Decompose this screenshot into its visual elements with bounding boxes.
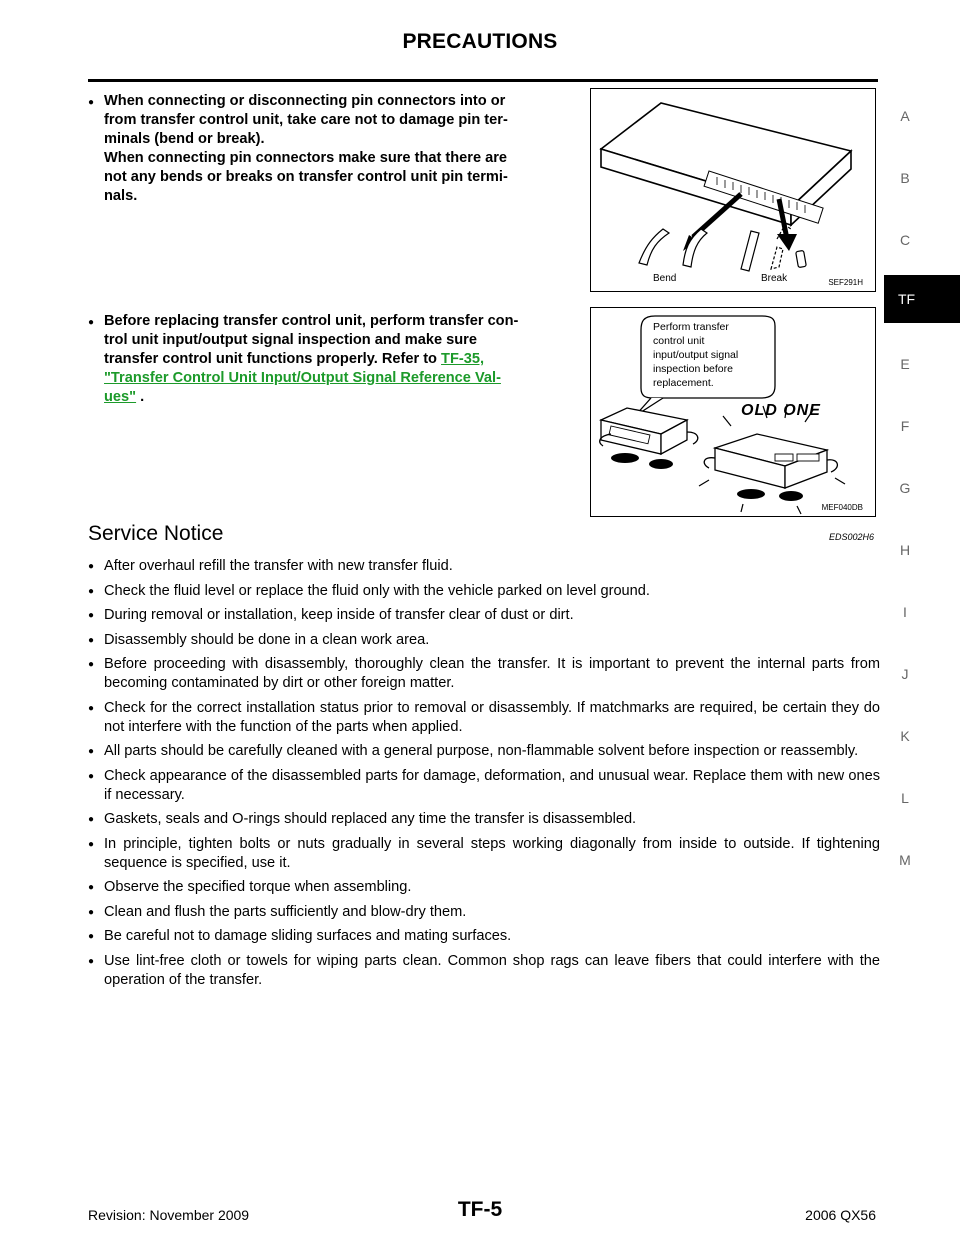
page-number: TF-5 [457, 1198, 503, 1221]
list-item-text: During removal or installation, keep inside of transfer clear of dust or dirt. [104, 607, 574, 623]
index-letter[interactable]: H [899, 542, 911, 558]
figure-label-old-one: OLD ONE [741, 402, 821, 419]
list-item [88, 655, 880, 693]
index-letter[interactable]: J [901, 666, 909, 682]
text-line: Before replacing transfer control unit, perform transfer con- [104, 313, 519, 329]
list-item-text: All parts should be carefully cleaned with a general purpose, non-flammable solvent before inspection or reassembly. [104, 743, 859, 759]
connector-illustration [591, 89, 874, 290]
figure-connector-pins [590, 88, 876, 292]
section-index [884, 0, 960, 1242]
index-letter[interactable]: M [899, 852, 911, 868]
text-line [104, 388, 580, 407]
bullet-icon: ● [88, 955, 95, 967]
list-item [88, 835, 880, 873]
index-letter[interactable]: E [900, 356, 910, 372]
list-item-text: After overhaul refill the transfer with new transfer fluid. [104, 558, 453, 574]
speech-bubble [653, 320, 738, 390]
bullet-icon: ● [88, 838, 95, 850]
section-title: Service Notice [88, 522, 224, 545]
reference-link[interactable]: "Transfer Control Unit Input/Output Signal Reference Val- [104, 370, 501, 386]
list-item [88, 767, 880, 805]
bubble-line: Perform transfer [653, 321, 729, 333]
index-letter[interactable]: I [903, 604, 907, 620]
bubble-line: inspection before [653, 363, 733, 375]
bullet-icon: ● [88, 610, 95, 621]
index-active-tf[interactable]: TF [884, 275, 960, 323]
text-line [104, 369, 580, 388]
text-line: nals. [104, 188, 138, 204]
bullet-icon: ● [88, 746, 95, 757]
list-item [88, 606, 880, 625]
bullet-icon: ● [88, 931, 95, 942]
list-item [88, 742, 880, 761]
precaution-connector [104, 92, 580, 206]
list-item-text: Check for the correct installation status prior to removal or disassembly. If matchmarks are required, be certain they do not interfere with the function of the parts when applied. [104, 699, 880, 735]
list-item-text: Be careful not to damage sliding surfaces and mating surfaces. [104, 928, 512, 944]
text-line: When connecting pin connectors make sure that there are [104, 150, 508, 166]
figure-label-break: Break [761, 273, 788, 284]
text-line: minals (bend or break). [104, 131, 265, 147]
bullet-icon: ● [88, 585, 95, 597]
list-item [88, 903, 880, 922]
index-letter[interactable]: G [899, 480, 911, 496]
list-item-text: Before proceeding with disassembly, thoroughly clean the transfer. It is important to prevent the internal parts from becoming contaminated by dirt or other foreign matter. [104, 656, 880, 691]
list-item-text: In principle, tighten bolts or nuts gradually in several steps working diagonally from inside to outside. If tightening sequence is specified, use it. [104, 835, 880, 871]
text-fragment: . [136, 389, 145, 405]
list-item [88, 810, 880, 829]
bubble-line: replacement. [653, 377, 714, 389]
bullet-icon: ● [88, 882, 95, 893]
list-item-text: Clean and flush the parts sufficiently and blow-dry them. [104, 903, 467, 920]
footer-revision: Revision: November 2009 [88, 1207, 250, 1223]
text-line: When connecting or disconnecting pin connectors into or [104, 93, 506, 109]
page-title: PRECAUTIONS [402, 30, 558, 53]
index-letter[interactable]: A [900, 108, 910, 124]
index-letter[interactable]: F [900, 418, 910, 434]
precaution-replacement [104, 312, 580, 407]
bullet-icon: ● [88, 97, 95, 108]
figure-replacement [590, 307, 876, 517]
section-code: EDS002H6 [828, 532, 874, 542]
reference-link[interactable]: ues" [104, 389, 137, 405]
text-line: from transfer control unit, take care not to damage pin ter- [104, 112, 508, 128]
bullet-icon: ● [88, 561, 95, 572]
text-line: trol unit input/output signal inspection and make sure [104, 332, 477, 348]
bubble-line: control unit [653, 335, 705, 347]
list-item-text: Gaskets, seals and O-rings should replaced any time the transfer is disassembled. [104, 811, 637, 827]
text-line: not any bends or breaks on transfer control unit pin termi- [104, 169, 508, 185]
list-item-text: Disassembly should be done in a clean work area. [104, 631, 430, 648]
list-item [88, 699, 880, 737]
list-item [88, 952, 880, 990]
bullet-icon: ● [88, 906, 95, 918]
bullet-icon: ● [88, 814, 95, 825]
list-item-text: Check the fluid level or replace the fluid only with the vehicle parked on level ground. [104, 582, 650, 599]
list-item-text: Use lint-free cloth or towels for wiping parts clean. Common shop rags can leave fibers that could interfere with the operation of the transfer. [104, 952, 880, 988]
bullet-icon: ● [88, 702, 95, 714]
bullet-icon: ● [88, 317, 95, 328]
figure-code: MEF040DB [821, 503, 863, 512]
header-divider [88, 79, 878, 82]
reference-link[interactable]: TF-35, [441, 351, 485, 367]
list-item [88, 631, 880, 650]
text-fragment: transfer control unit functions properly. Refer to [104, 351, 442, 367]
service-notice-list [88, 557, 880, 995]
footer-model: 2006 QX56 [805, 1207, 876, 1223]
bullet-icon: ● [88, 634, 95, 646]
text-line [104, 350, 580, 369]
bullet-icon: ● [88, 770, 95, 782]
list-item [88, 557, 880, 576]
index-letter[interactable]: K [900, 728, 910, 744]
list-item-text: Check appearance of the disassembled parts for damage, deformation, and unusual wear. Replace them with new ones if necessary. [104, 767, 880, 803]
index-letter[interactable]: C [899, 232, 911, 248]
bullet-icon: ● [88, 659, 95, 670]
figure-label-bend: Bend [653, 273, 677, 284]
list-item [88, 878, 880, 897]
list-item-text: Observe the specified torque when assembling. [104, 879, 412, 895]
index-letter[interactable]: L [901, 790, 909, 806]
list-item [88, 927, 880, 946]
bubble-line: input/output signal [653, 349, 739, 361]
figure-code: SEF291H [828, 278, 863, 287]
list-item [88, 582, 880, 601]
index-letter[interactable]: B [900, 170, 910, 186]
